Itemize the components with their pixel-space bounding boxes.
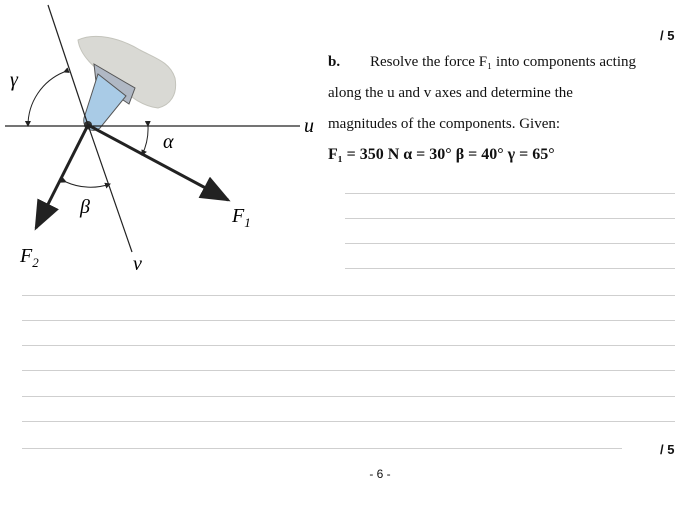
question-line-3: magnitudes of the components. Given:	[328, 116, 561, 132]
alpha-label: α	[163, 131, 174, 153]
question-label: b.	[328, 54, 341, 70]
given-values: F₁ = 350 N α = 30° β = 40° γ = 65°	[328, 146, 555, 163]
answer-line	[22, 295, 675, 296]
answer-line	[345, 218, 675, 219]
answer-line	[345, 193, 675, 194]
question-line-1: Resolve the force F₁ into components acting	[370, 54, 637, 70]
u-axis-label: u	[304, 115, 314, 137]
v-axis-label: v	[133, 253, 142, 275]
answer-line	[345, 268, 675, 269]
gamma-reference-line	[48, 5, 88, 125]
answer-line	[22, 345, 675, 346]
f1-label: $F_1$	[232, 205, 251, 230]
f2-label: $F_2$	[20, 245, 39, 270]
force-diagram	[0, 0, 330, 290]
marks-bottom: / 5	[660, 442, 675, 457]
answer-line	[345, 243, 675, 244]
beta-arc	[66, 182, 110, 187]
marks-top: / 5	[660, 28, 675, 43]
answer-line	[22, 396, 675, 397]
gamma-label: γ	[10, 69, 18, 91]
question-line-2: along the u and v axes and determine the	[328, 85, 573, 101]
alpha-arc	[142, 126, 148, 155]
answer-line	[22, 421, 675, 422]
answer-line	[22, 370, 675, 371]
beta-label: β	[80, 196, 90, 218]
answer-line	[22, 320, 675, 321]
f1-vector	[88, 125, 228, 200]
gamma-arc	[28, 72, 64, 126]
answer-line	[22, 448, 622, 449]
page-number: - 6 -	[369, 467, 391, 481]
